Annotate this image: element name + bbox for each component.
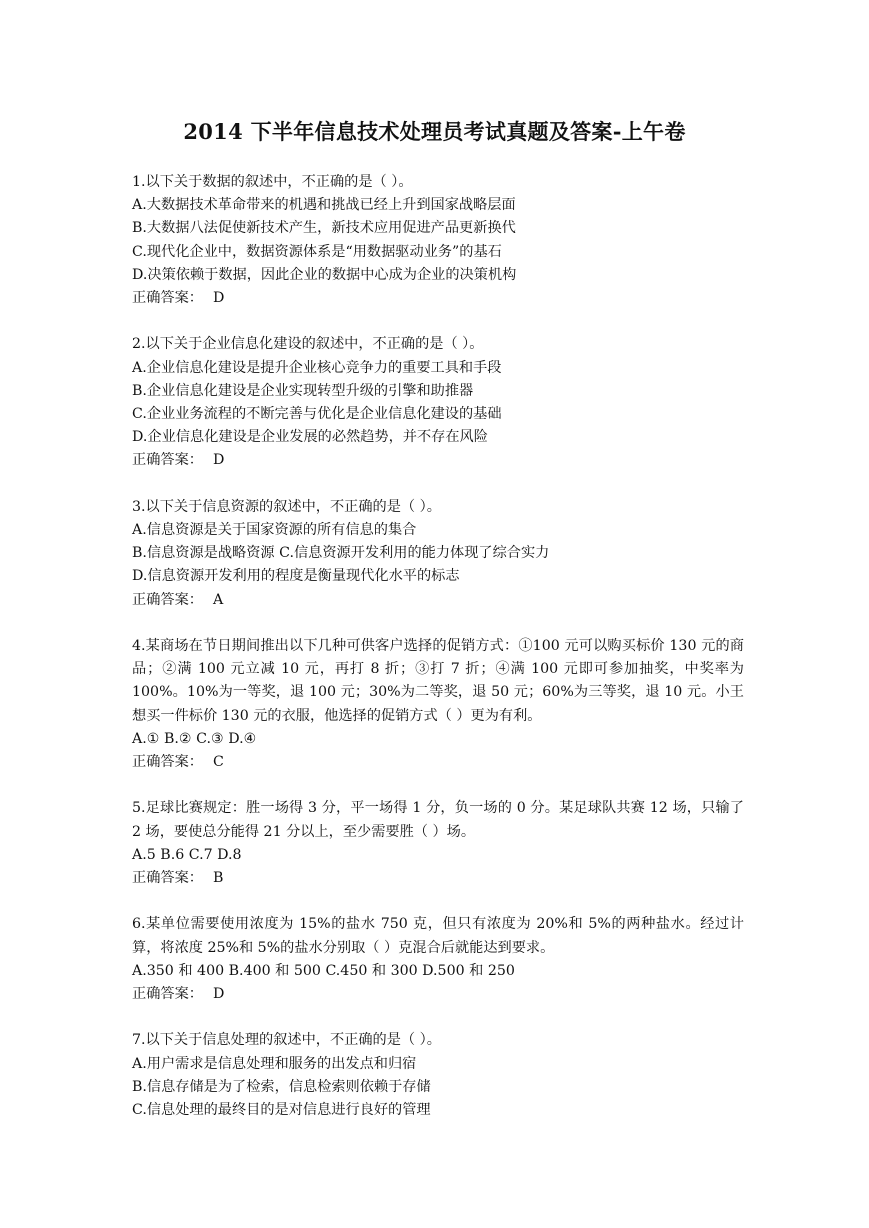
answer-line — [132, 589, 744, 612]
option-a: A.大数据技术革命带来的机遇和挑战已经上升到国家战略层面 — [132, 197, 516, 214]
question-4 — [132, 635, 744, 774]
question-2 — [132, 333, 744, 472]
question-5 — [132, 797, 744, 890]
answer-line — [132, 287, 744, 310]
answer-line — [132, 983, 744, 1006]
option-b: B.大数据八法促使新技术产生，新技术应用促进产品更新换代 — [132, 220, 516, 237]
answer-line — [132, 751, 744, 774]
option-a: A.企业信息化建设是提升企业核心竞争力的重要工具和手段 — [132, 359, 502, 376]
answer-value: C — [212, 754, 224, 771]
option-c: C.现代化企业中，数据资源体系是“用数据驱动业务”的基石 — [132, 243, 502, 260]
question-stem: 4.某商场在节日期间推出以下几种可供客户选择的促销方式：①100 元可以购买标价 130 元的商品；②满 100 元立减 10 元，再打 8 折；③打 7 折；④满 100 元即可参加抽奖，中奖率为 100%。10%为一等奖，退 100 元；30%为二等奖，退 50 元；60%为三等奖，退 10 元。小王想买一件标价 130 元的衣服，他选择的促销方式（ ）更为有利。 — [132, 638, 744, 724]
question-stem: 5.足球比赛规定：胜一场得 3 分，平一场得 1 分，负一场的 0 分。某足球队共赛 12 场，只输了 2 场，要使总分能得 21 分以上，至少需要胜（ ）场。 — [132, 800, 744, 840]
option-c: C.企业业务流程的不断完善与优化是企业信息化建设的基础 — [132, 406, 502, 423]
question-list — [132, 171, 744, 1145]
question-1 — [132, 171, 744, 310]
option-d: D.企业信息化建设是企业发展的必然趋势，并不存在风险 — [132, 429, 488, 446]
answer-label: 正确答案： — [132, 870, 203, 887]
question-stem: 3.以下关于信息资源的叙述中，不正确的是（ ）。 — [132, 498, 441, 515]
question-stem: 1.以下关于数据的叙述中，不正确的是（ ）。 — [132, 174, 413, 190]
answer-label: 正确答案： — [132, 591, 203, 608]
options-line: A.350 和 400 B.400 和 500 C.450 和 300 D.500 和 250 — [132, 962, 515, 979]
answer-label: 正确答案： — [132, 754, 203, 771]
answer-label: 正确答案： — [132, 986, 203, 1003]
option-d: D.决策依赖于数据，因此企业的数据中心成为企业的决策机构 — [132, 266, 517, 283]
question-3 — [132, 496, 744, 612]
answer-value: D — [212, 290, 225, 307]
question-7 — [132, 1029, 744, 1122]
answer-value: B — [212, 870, 224, 887]
answer-line — [132, 867, 744, 890]
answer-value: D — [212, 452, 225, 469]
question-stem: 6.某单位需要使用浓度为 15%的盐水 750 克，但只有浓度为 20%和 5%的两种盐水。经过计算，将浓度 25%和 5%的盐水分别取（ ）克混合后就能达到要求。 — [132, 916, 744, 956]
question-6 — [132, 913, 744, 1006]
question-stem: 7.以下关于信息处理的叙述中，不正确的是（ ）。 — [132, 1032, 441, 1049]
options-line: A.5 B.6 C.7 D.8 — [132, 846, 242, 863]
question-stem: 2.以下关于企业信息化建设的叙述中，不正确的是（ ）。 — [132, 336, 484, 353]
option-c: C.信息处理的最终目的是对信息进行良好的管理 — [132, 1102, 431, 1119]
option-d: D.信息资源开发利用的程度是衡量现代化水平的标志 — [132, 568, 460, 585]
answer-label: 正确答案： — [132, 290, 203, 307]
option-a: A.用户需求是信息处理和服务的出发点和归宿 — [132, 1055, 417, 1072]
option-b-c: B.信息资源是战略资源 C.信息资源开发利用的能力体现了综合实力 — [132, 545, 550, 562]
option-b: B.信息存储是为了检索，信息检索则依赖于存储 — [132, 1078, 431, 1095]
answer-value: A — [212, 591, 224, 608]
option-b: B.企业信息化建设是企业实现转型升级的引擎和助推器 — [132, 382, 474, 399]
option-a: A.信息资源是关于国家资源的所有信息的集合 — [132, 522, 417, 539]
page-title: 2014 下半年信息技术处理员考试真题及答案-上午卷 — [183, 119, 686, 144]
answer-line — [132, 449, 744, 472]
options-line: A.① B.② C.③ D.④ — [132, 730, 257, 747]
answer-value: D — [212, 986, 225, 1003]
answer-label: 正确答案： — [132, 452, 203, 469]
